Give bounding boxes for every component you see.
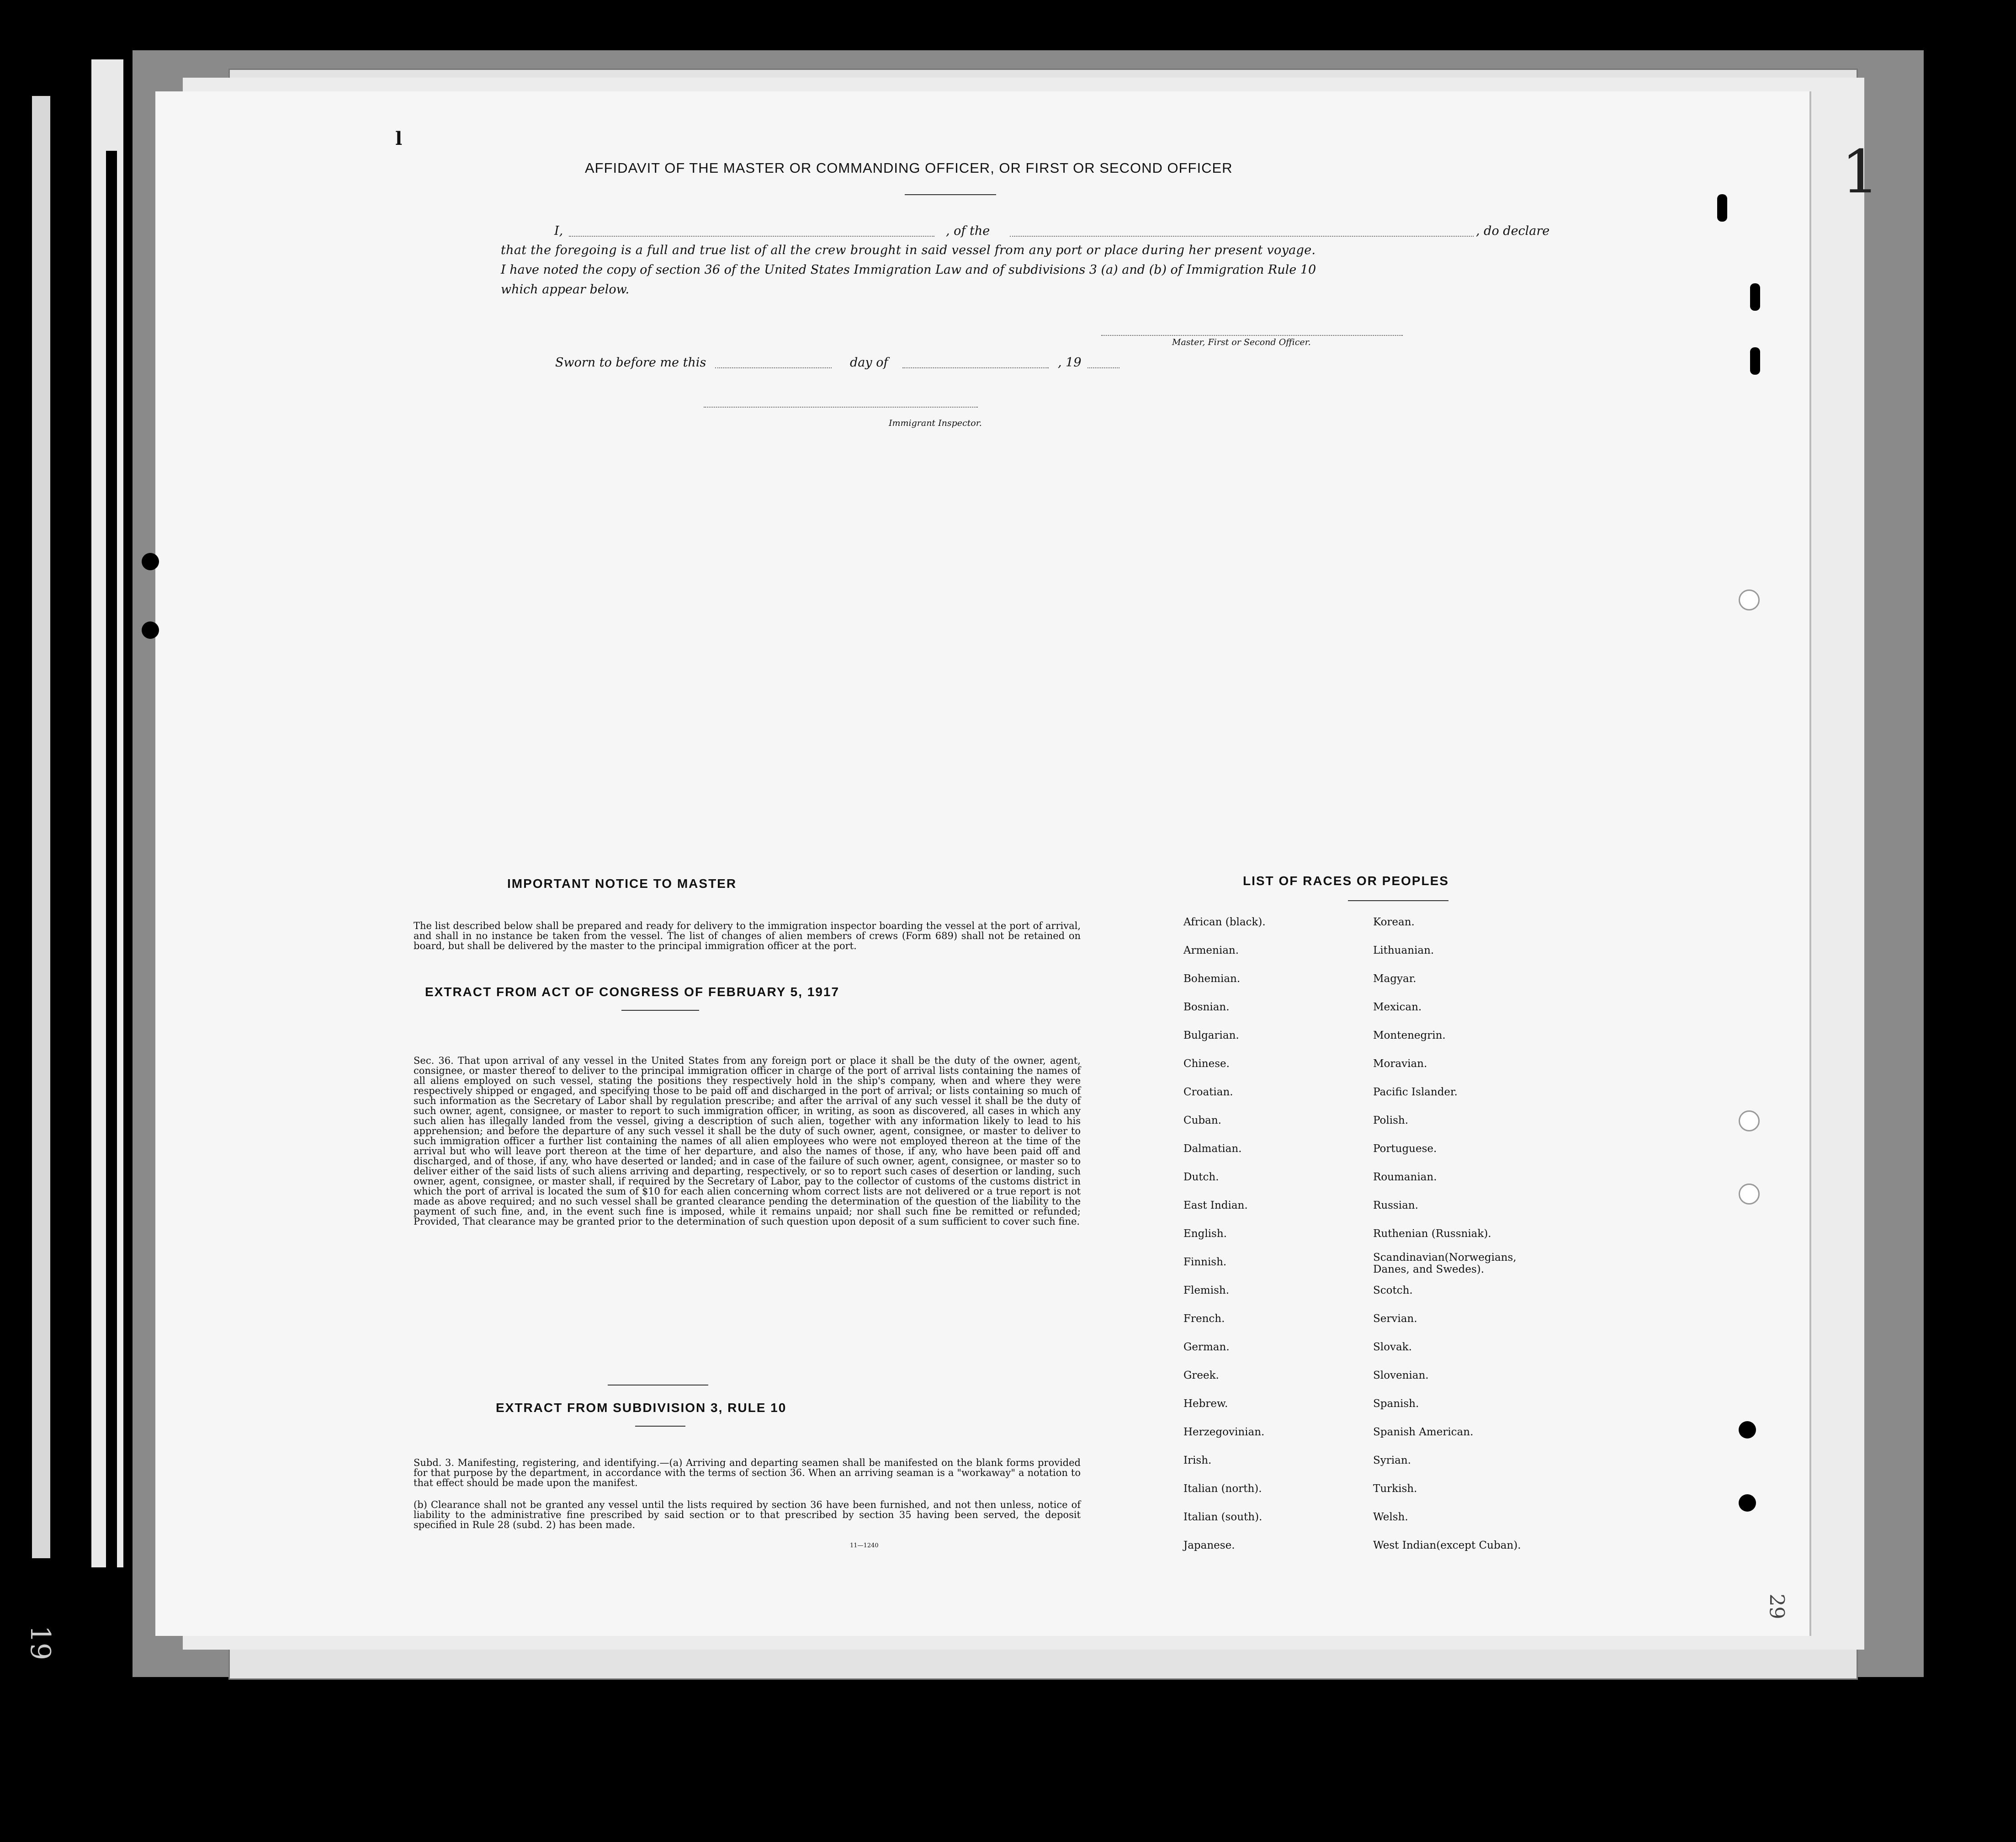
affidavit-line2: that the foregoing is a full and true list of all the crew brought in said vessel from any port or place during her present voyage. [501, 243, 1316, 257]
race-item: Bulgarian. [1183, 1030, 1239, 1041]
notice-title: IMPORTANT NOTICE TO MASTER [507, 876, 737, 891]
punch-hole [1739, 1421, 1756, 1439]
extract-rule-body-b: (b) Clearance shall not be granted any vessel until the lists required by section 36 have been furnished, and not then unless, notice of liability to the administrative fine prescribed by said section or to that prescribed by section 35 having been served, the deposit specified in Rule 28 (subd. 2) has been made. [414, 1499, 1081, 1530]
race-item: Irish. [1183, 1454, 1212, 1466]
signature-label: Master, First or Second Officer. [1172, 337, 1311, 347]
race-item: Scotch. [1373, 1285, 1413, 1296]
race-item: Croatian. [1183, 1086, 1233, 1098]
race-item: Hebrew. [1183, 1398, 1228, 1410]
affidavit-line4: which appear below. [501, 282, 630, 297]
affidavit-title: AFFIDAVIT OF THE MASTER OR COMMANDING OFFICER, OR FIRST OR SECOND OFFICER [585, 160, 1233, 176]
race-item: Scandinavian(Norwegians, Danes, and Swedes). [1373, 1252, 1517, 1275]
race-item: Bohemian. [1183, 973, 1241, 985]
race-item: Roumanian. [1373, 1171, 1437, 1183]
extract-act-title: EXTRACT FROM ACT OF CONGRESS OF FEBRUARY 5, 1917 [425, 985, 840, 999]
race-item: Servian. [1373, 1313, 1417, 1325]
race-item: Magyar. [1373, 973, 1417, 985]
race-item: Spanish. [1373, 1398, 1419, 1410]
race-item: English. [1183, 1228, 1227, 1240]
notice-body: The list described below shall be prepared and ready for delivery to the immigration inspector boarding the vessel at the port of arrival, and shall in no instance be taken from the vessel. The list of changes of alien members of crews (Form 689) shall not be retained on board, but shall be delivered by the master to the principal immigration officer at the port. [414, 920, 1081, 951]
race-item: Montenegrin. [1373, 1030, 1446, 1041]
punch-hole [142, 553, 159, 570]
race-item: Dalmatian. [1183, 1143, 1242, 1155]
race-item: Turkish. [1373, 1483, 1417, 1495]
race-item: African (black). [1183, 916, 1266, 928]
race-item: Slovenian. [1373, 1370, 1429, 1381]
signature-line [1101, 335, 1403, 336]
page-number-left: 19 [24, 1625, 57, 1661]
extract-rule-body-a: Subd. 3. Manifesting, registering, and identifying.—(a) Arriving and departing seamen shall be manifested on the blank forms provided for that purpose by the department, in accordance with the terms of section 36. When an arriving seaman is a "workaway" a notation to that effect should be made upon the manifest. [414, 1457, 1081, 1488]
punch-hole [1739, 1494, 1756, 1512]
name-blank [569, 236, 934, 237]
punch-hole [142, 621, 159, 639]
race-item: Italian (south). [1183, 1511, 1263, 1523]
race-item: Armenian. [1183, 945, 1239, 956]
binder-strip [106, 151, 117, 1613]
extract-rule-title: EXTRACT FROM SUBDIVISION 3, RULE 10 [496, 1401, 787, 1415]
race-item: German. [1183, 1341, 1230, 1353]
inspector-line [704, 407, 978, 408]
race-item: Finnish. [1183, 1256, 1227, 1268]
race-item: West Indian(except Cuban). [1373, 1539, 1521, 1551]
extract-rule-underline [635, 1426, 685, 1427]
binder-clip [1717, 194, 1727, 222]
affidavit-line3: I have noted the copy of section 36 of the United States Immigration Law and of subdivisions 3 (a) and (b) of Immigration Rule 10 [501, 263, 1316, 277]
race-item: French. [1183, 1313, 1225, 1325]
sworn-prefix: Sworn to before me this [555, 356, 706, 370]
race-item: Herzegovinian. [1183, 1426, 1265, 1438]
document-sheet [155, 91, 1879, 1636]
races-underline [1348, 900, 1448, 901]
race-item: Moravian. [1373, 1058, 1427, 1070]
race-item: Spanish American. [1373, 1426, 1474, 1438]
race-item: Syrian. [1373, 1454, 1411, 1466]
race-item: Chinese. [1183, 1058, 1230, 1070]
punch-hole [1739, 1110, 1760, 1131]
punch-hole [1739, 1184, 1760, 1205]
race-item: Lithuanian. [1373, 945, 1434, 956]
race-item: Flemish. [1183, 1285, 1230, 1296]
race-item: Portuguese. [1373, 1143, 1437, 1155]
page-number-right: 29 [1765, 1593, 1788, 1619]
affidavit-of-the: , of the [946, 224, 990, 238]
race-item: Bosnian. [1183, 1001, 1230, 1013]
inspector-label: Immigrant Inspector. [889, 418, 982, 428]
race-item: Japanese. [1183, 1539, 1235, 1551]
race-item: Polish. [1373, 1115, 1409, 1126]
race-item: Korean. [1373, 916, 1415, 928]
race-item: Cuban. [1183, 1115, 1221, 1126]
races-title: LIST OF RACES OR PEOPLES [1243, 874, 1449, 888]
sworn-year: , 19 [1058, 356, 1082, 370]
binder-clip [1750, 283, 1760, 311]
race-item: Mexican. [1373, 1001, 1422, 1013]
year-blank [1088, 367, 1119, 368]
race-item: Dutch. [1183, 1171, 1219, 1183]
binder-strip [32, 96, 50, 1558]
punch-hole [1739, 589, 1760, 610]
affidavit-i: I, [554, 224, 563, 238]
extract-act-body: Sec. 36. That upon arrival of any vessel in the United States from any foreign port or place it shall be the duty of the owner, agent, consignee, or master thereof to deliver to the principal immigration officer in charge of the port of arrival lists containing the names of all aliens employed on such vessel, stating the positions they respectively hold in the ship's company, when and where they were respectively shipped or engaged, and specifying those to be paid off and discharged in the port of arrival; or lists containing so much of such information as the Secretary of Labor shall by regulation prescribe; and after the arrival of any such vessel it shall be the duty of such owner, agent, consignee, or master to report to such immigration officer, in writing, as soon as discovered, all cases in which any such alien has illegally landed from the vessel, giving a description of such alien, together with any information likely to lead to his apprehension; and before the departure of any such vessel it shall be the duty of such owner, agent, consignee, or master to deliver to such immigration officer a further list containing the names of all alien employees who were not employed thereon at the time of the arrival but who will leave port thereon at the time of her departure, and also the names of those, if any, who have been paid off and discharged, and of those, if any, who have deserted or landed; and in case of the failure of such owner, agent, consignee, or master so to deliver either of the said lists of such aliens arriving and departing, respectively, or so to report such cases of desertion or landing, such owner, agent, consignee, or master shall, if required by the Secretary of Labor, pay to the collector of customs of the customs district in which the port of arrival is located the sum of $10 for each alien concerning whom correct lists are not delivered or a true report is not made as above required; and no such vessel shall be granted clearance pending the determination of the question of the liability to the payment of such fine, and, in the event such fine is imposed, while it remains unpaid; nor shall such fine be remitted or refunded; Provided, That clearance may be granted prior to the determination of such question upon deposit of a sum sufficient to cover such fine. [414, 1055, 1081, 1227]
form-code: 11—1240 [850, 1542, 879, 1549]
race-item: Ruthenian (Russniak). [1373, 1228, 1491, 1240]
race-item: Welsh. [1373, 1511, 1408, 1523]
race-item: Greek. [1183, 1370, 1219, 1381]
title-underline [905, 194, 996, 195]
race-item: Italian (north). [1183, 1483, 1262, 1495]
extract-act-rule [621, 1010, 699, 1011]
vessel-blank [1010, 236, 1474, 237]
corner-mark: l [395, 128, 403, 149]
race-item: Pacific Islander. [1373, 1086, 1458, 1098]
binder-clip [1750, 347, 1760, 375]
day-blank [715, 367, 832, 368]
race-item: Slovak. [1373, 1341, 1412, 1353]
race-item: Russian. [1373, 1200, 1418, 1211]
month-blank [902, 367, 1049, 368]
race-item: East Indian. [1183, 1200, 1248, 1211]
sworn-day-of: day of [850, 356, 888, 370]
right-mark: 1 [1841, 137, 1879, 207]
affidavit-declare: , do declare [1476, 224, 1550, 238]
